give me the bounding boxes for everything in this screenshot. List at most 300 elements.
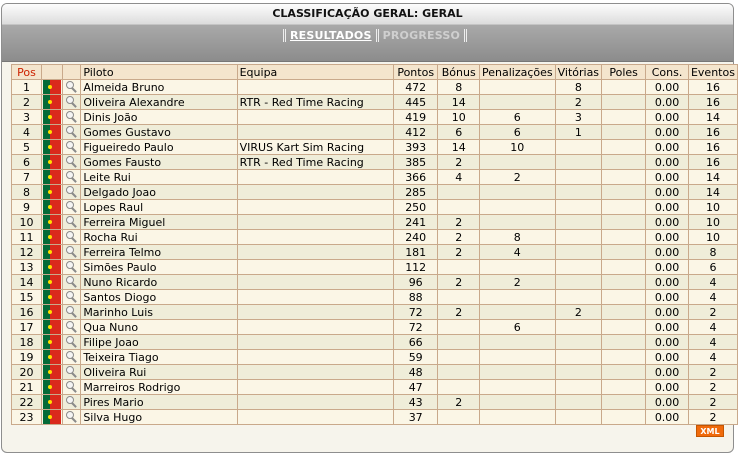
magnifier-icon[interactable] (63, 155, 79, 169)
magnifier-icon[interactable] (63, 380, 79, 394)
cell-piloto: Silva Hugo (81, 410, 237, 425)
cell-pos: 22 (12, 395, 42, 410)
cell-details[interactable] (62, 185, 81, 200)
cell-bonus (438, 260, 480, 275)
cell-pontos: 445 (393, 95, 438, 110)
cell-penalizacoes: 10 (479, 140, 555, 155)
cell-flag (41, 290, 62, 305)
cell-piloto: Pires Mario (81, 395, 237, 410)
cell-poles (602, 395, 646, 410)
col-header-bonus[interactable]: Bónus (438, 65, 480, 80)
cell-poles (602, 365, 646, 380)
cell-cons: 0.00 (646, 170, 689, 185)
cell-cons: 0.00 (646, 125, 689, 140)
cell-eventos: 16 (688, 155, 737, 170)
cell-equipa (237, 365, 393, 380)
portugal-flag-icon (43, 395, 61, 409)
cell-poles (602, 230, 646, 245)
col-header-details (62, 65, 81, 80)
cell-piloto: Oliveira Alexandre (81, 95, 237, 110)
cell-flag (41, 335, 62, 350)
magnifier-icon[interactable] (63, 170, 79, 184)
cell-equipa (237, 200, 393, 215)
cell-bonus: 10 (438, 110, 480, 125)
cell-eventos: 10 (688, 215, 737, 230)
cell-poles (602, 215, 646, 230)
cell-penalizacoes (479, 365, 555, 380)
cell-details[interactable] (62, 140, 81, 155)
cell-details[interactable] (62, 230, 81, 245)
cell-equipa (237, 185, 393, 200)
cell-equipa (237, 320, 393, 335)
cell-details[interactable] (62, 125, 81, 140)
cell-pontos: 250 (393, 200, 438, 215)
table-row (12, 365, 738, 380)
cell-bonus (438, 380, 480, 395)
cell-eventos: 4 (688, 350, 737, 365)
cell-cons: 0.00 (646, 320, 689, 335)
magnifier-icon[interactable] (63, 320, 79, 334)
cell-bonus: 2 (438, 245, 480, 260)
cell-pos: 13 (12, 260, 42, 275)
tab-separator (283, 29, 286, 42)
cell-poles (602, 305, 646, 320)
cell-penalizacoes (479, 185, 555, 200)
cell-eventos: 14 (688, 170, 737, 185)
cell-bonus: 6 (438, 125, 480, 140)
cell-flag (41, 380, 62, 395)
cell-pontos: 412 (393, 125, 438, 140)
cell-vitorias (555, 275, 601, 290)
cell-piloto: Gomes Fausto (81, 155, 237, 170)
cell-equipa: RTR - Red Time Racing (237, 95, 393, 110)
portugal-flag-icon (43, 215, 61, 229)
cell-equipa (237, 245, 393, 260)
magnifier-icon[interactable] (63, 260, 79, 274)
cell-eventos: 10 (688, 230, 737, 245)
cell-flag (41, 215, 62, 230)
cell-bonus: 14 (438, 140, 480, 155)
cell-penalizacoes (479, 305, 555, 320)
cell-penalizacoes (479, 80, 555, 95)
cell-equipa (237, 125, 393, 140)
cell-pos: 23 (12, 410, 42, 425)
cell-piloto: Almeida Bruno (81, 80, 237, 95)
cell-bonus: 2 (438, 395, 480, 410)
cell-poles (602, 290, 646, 305)
cell-pontos: 112 (393, 260, 438, 275)
table-row (12, 350, 738, 365)
cell-eventos: 8 (688, 245, 737, 260)
cell-details[interactable] (62, 350, 81, 365)
cell-vitorias (555, 290, 601, 305)
table-row (12, 230, 738, 245)
cell-poles (602, 350, 646, 365)
cell-poles (602, 245, 646, 260)
cell-details[interactable] (62, 335, 81, 350)
cell-bonus (438, 320, 480, 335)
cell-flag (41, 410, 62, 425)
table-row (12, 200, 738, 215)
cell-piloto: Marreiros Rodrigo (81, 380, 237, 395)
cell-vitorias: 2 (555, 305, 601, 320)
cell-pontos: 393 (393, 140, 438, 155)
magnifier-icon[interactable] (63, 215, 79, 229)
cell-flag (41, 230, 62, 245)
cell-bonus (438, 335, 480, 350)
table-row (12, 80, 738, 95)
cell-flag (41, 305, 62, 320)
cell-vitorias (555, 260, 601, 275)
cell-flag (41, 365, 62, 380)
cell-cons: 0.00 (646, 275, 689, 290)
cell-details[interactable] (62, 365, 81, 380)
cell-vitorias (555, 320, 601, 335)
cell-cons: 0.00 (646, 200, 689, 215)
cell-pontos: 43 (393, 395, 438, 410)
cell-eventos: 4 (688, 290, 737, 305)
cell-pos: 15 (12, 290, 42, 305)
table-row (12, 185, 738, 200)
table-row (12, 140, 738, 155)
cell-details[interactable] (62, 305, 81, 320)
cell-details[interactable] (62, 245, 81, 260)
cell-cons: 0.00 (646, 215, 689, 230)
cell-penalizacoes: 6 (479, 320, 555, 335)
portugal-flag-icon (43, 80, 61, 94)
magnifier-icon[interactable] (63, 245, 79, 259)
cell-vitorias (555, 410, 601, 425)
cell-penalizacoes: 8 (479, 230, 555, 245)
portugal-flag-icon (43, 350, 61, 364)
magnifier-icon[interactable] (63, 140, 79, 154)
cell-pos: 10 (12, 215, 42, 230)
cell-details[interactable] (62, 170, 81, 185)
cell-vitorias (555, 230, 601, 245)
cell-pontos: 285 (393, 185, 438, 200)
cell-piloto: Ferreira Miguel (81, 215, 237, 230)
cell-vitorias (555, 395, 601, 410)
table-row (12, 290, 738, 305)
cell-bonus (438, 290, 480, 305)
magnifier-icon[interactable] (63, 110, 79, 124)
cell-details[interactable] (62, 320, 81, 335)
table-row (12, 320, 738, 335)
table-header-row (12, 65, 738, 80)
cell-cons: 0.00 (646, 260, 689, 275)
cell-bonus: 2 (438, 215, 480, 230)
cell-poles (602, 260, 646, 275)
table-row (12, 215, 738, 230)
magnifier-icon[interactable] (63, 230, 79, 244)
cell-penalizacoes (479, 155, 555, 170)
magnifier-icon[interactable] (63, 95, 79, 109)
cell-vitorias: 8 (555, 80, 601, 95)
cell-equipa (237, 410, 393, 425)
magnifier-icon[interactable] (63, 275, 79, 289)
tab-progresso[interactable]: PROGRESSO (382, 29, 461, 42)
magnifier-icon[interactable] (63, 410, 79, 424)
cell-poles (602, 185, 646, 200)
cell-vitorias (555, 185, 601, 200)
cell-pos: 4 (12, 125, 42, 140)
cell-eventos: 4 (688, 320, 737, 335)
cell-pontos: 72 (393, 320, 438, 335)
cell-bonus: 2 (438, 230, 480, 245)
cell-pontos: 37 (393, 410, 438, 425)
col-header-penalizacoes[interactable]: Penalizações (479, 65, 555, 80)
cell-cons: 0.00 (646, 350, 689, 365)
magnifier-icon[interactable] (63, 335, 79, 349)
tabs (281, 28, 469, 43)
magnifier-icon[interactable] (63, 365, 79, 379)
cell-pontos: 241 (393, 215, 438, 230)
cell-poles (602, 320, 646, 335)
cell-piloto: Teixeira Tiago (81, 350, 237, 365)
magnifier-icon[interactable] (63, 305, 79, 319)
cell-cons: 0.00 (646, 290, 689, 305)
cell-penalizacoes (479, 380, 555, 395)
cell-flag (41, 320, 62, 335)
cell-piloto: Delgado Joao (81, 185, 237, 200)
cell-equipa (237, 80, 393, 95)
cell-details[interactable] (62, 410, 81, 425)
cell-flag (41, 140, 62, 155)
cell-flag (41, 125, 62, 140)
cell-cons: 0.00 (646, 155, 689, 170)
tab-resultados[interactable]: RESULTADOS (290, 29, 372, 42)
cell-details[interactable] (62, 290, 81, 305)
cell-poles (602, 200, 646, 215)
cell-eventos: 2 (688, 395, 737, 410)
cell-cons: 0.00 (646, 230, 689, 245)
cell-equipa: RTR - Red Time Racing (237, 155, 393, 170)
cell-pontos: 66 (393, 335, 438, 350)
cell-details[interactable] (62, 260, 81, 275)
cell-pos: 3 (12, 110, 42, 125)
cell-details[interactable] (62, 95, 81, 110)
col-header-cons[interactable]: Cons. (646, 65, 689, 80)
cell-details[interactable] (62, 395, 81, 410)
cell-pos: 16 (12, 305, 42, 320)
cell-pontos: 240 (393, 230, 438, 245)
cell-pos: 8 (12, 185, 42, 200)
portugal-flag-icon (43, 95, 61, 109)
cell-poles (602, 110, 646, 125)
portugal-flag-icon (43, 365, 61, 379)
cell-penalizacoes: 2 (479, 275, 555, 290)
portugal-flag-icon (43, 380, 61, 394)
cell-eventos: 4 (688, 335, 737, 350)
cell-eventos: 14 (688, 110, 737, 125)
portugal-flag-icon (43, 185, 61, 199)
cell-penalizacoes (479, 410, 555, 425)
cell-penalizacoes (479, 215, 555, 230)
table-row (12, 380, 738, 395)
cell-penalizacoes: 4 (479, 245, 555, 260)
cell-penalizacoes (479, 200, 555, 215)
page-title: CLASSIFICAÇÃO GERAL: GERAL (2, 4, 733, 25)
cell-equipa (237, 335, 393, 350)
cell-flag (41, 395, 62, 410)
cell-penalizacoes (479, 350, 555, 365)
cell-piloto: Leite Rui (81, 170, 237, 185)
table-row (12, 305, 738, 320)
cell-poles (602, 170, 646, 185)
col-header-piloto[interactable]: Piloto (81, 65, 237, 80)
cell-bonus: 2 (438, 275, 480, 290)
cell-flag (41, 245, 62, 260)
cell-pontos: 181 (393, 245, 438, 260)
cell-poles (602, 335, 646, 350)
cell-cons: 0.00 (646, 305, 689, 320)
table-row (12, 170, 738, 185)
tab-separator (464, 29, 467, 42)
magnifier-icon[interactable] (63, 350, 79, 364)
table-row (12, 110, 738, 125)
cell-penalizacoes (479, 290, 555, 305)
cell-flag (41, 155, 62, 170)
col-header-equipa[interactable]: Equipa (237, 65, 393, 80)
cell-poles (602, 140, 646, 155)
table-row (12, 395, 738, 410)
table-row (12, 275, 738, 290)
results-container (11, 64, 738, 425)
cell-equipa (237, 290, 393, 305)
cell-details[interactable] (62, 200, 81, 215)
portugal-flag-icon (43, 140, 61, 154)
cell-eventos: 2 (688, 410, 737, 425)
cell-flag (41, 170, 62, 185)
magnifier-icon[interactable] (63, 185, 79, 199)
cell-eventos: 16 (688, 80, 737, 95)
cell-equipa (237, 260, 393, 275)
magnifier-icon[interactable] (63, 290, 79, 304)
table-row (12, 125, 738, 140)
table-row (12, 410, 738, 425)
cell-equipa (237, 275, 393, 290)
cell-cons: 0.00 (646, 95, 689, 110)
magnifier-icon[interactable] (63, 200, 79, 214)
cell-piloto: Rocha Rui (81, 230, 237, 245)
table-row (12, 335, 738, 350)
cell-piloto: Filipe Joao (81, 335, 237, 350)
cell-pontos: 47 (393, 380, 438, 395)
cell-bonus: 14 (438, 95, 480, 110)
cell-vitorias (555, 245, 601, 260)
table-row (12, 245, 738, 260)
cell-piloto: Marinho Luis (81, 305, 237, 320)
cell-pos: 5 (12, 140, 42, 155)
table-row (12, 95, 738, 110)
cell-pontos: 59 (393, 350, 438, 365)
portugal-flag-icon (43, 155, 61, 169)
cell-penalizacoes: 6 (479, 125, 555, 140)
cell-bonus: 4 (438, 170, 480, 185)
cell-details[interactable] (62, 275, 81, 290)
cell-vitorias (555, 365, 601, 380)
col-header-poles[interactable]: Poles (602, 65, 646, 80)
portugal-flag-icon (43, 200, 61, 214)
cell-pos: 9 (12, 200, 42, 215)
portugal-flag-icon (43, 410, 61, 424)
cell-details[interactable] (62, 80, 81, 95)
cell-vitorias (555, 215, 601, 230)
cell-piloto: Lopes Raul (81, 200, 237, 215)
cell-eventos: 6 (688, 260, 737, 275)
cell-flag (41, 185, 62, 200)
portugal-flag-icon (43, 335, 61, 349)
cell-details[interactable] (62, 155, 81, 170)
cell-cons: 0.00 (646, 395, 689, 410)
cell-vitorias (555, 200, 601, 215)
results-body (12, 80, 738, 425)
cell-eventos: 2 (688, 365, 737, 380)
cell-details[interactable] (62, 110, 81, 125)
cell-pos: 12 (12, 245, 42, 260)
cell-bonus (438, 410, 480, 425)
col-header-vitorias[interactable]: Vitórias (555, 65, 601, 80)
results-table (11, 64, 738, 425)
cell-eventos: 10 (688, 200, 737, 215)
cell-pontos: 72 (393, 305, 438, 320)
cell-eventos: 16 (688, 125, 737, 140)
cell-flag (41, 95, 62, 110)
cell-pos: 2 (12, 95, 42, 110)
portugal-flag-icon (43, 170, 61, 184)
cell-pos: 7 (12, 170, 42, 185)
cell-details[interactable] (62, 215, 81, 230)
col-header-flag (41, 65, 62, 80)
portugal-flag-icon (43, 290, 61, 304)
col-header-eventos[interactable]: Eventos (688, 65, 737, 80)
cell-vitorias (555, 335, 601, 350)
cell-poles (602, 155, 646, 170)
xml-export-button[interactable]: XML (696, 425, 724, 437)
magnifier-icon[interactable] (63, 125, 79, 139)
cell-cons: 0.00 (646, 140, 689, 155)
cell-vitorias: 2 (555, 95, 601, 110)
portugal-flag-icon (43, 260, 61, 274)
cell-pontos: 88 (393, 290, 438, 305)
cell-pontos: 385 (393, 155, 438, 170)
portugal-flag-icon (43, 245, 61, 259)
cell-flag (41, 350, 62, 365)
cell-pontos: 366 (393, 170, 438, 185)
cell-eventos: 14 (688, 185, 737, 200)
cell-equipa (237, 230, 393, 245)
cell-details[interactable] (62, 380, 81, 395)
cell-cons: 0.00 (646, 335, 689, 350)
cell-equipa (237, 395, 393, 410)
cell-penalizacoes: 2 (479, 170, 555, 185)
magnifier-icon[interactable] (63, 80, 79, 94)
cell-equipa (237, 380, 393, 395)
portugal-flag-icon (43, 275, 61, 289)
col-header-pontos[interactable]: Pontos (393, 65, 438, 80)
tab-separator (376, 29, 379, 42)
magnifier-icon[interactable] (63, 395, 79, 409)
cell-poles (602, 410, 646, 425)
cell-poles (602, 380, 646, 395)
cell-piloto: Simões Paulo (81, 260, 237, 275)
col-header-pos[interactable]: Pos (12, 65, 42, 80)
cell-bonus (438, 200, 480, 215)
cell-poles (602, 275, 646, 290)
cell-piloto: Nuno Ricardo (81, 275, 237, 290)
cell-pos: 18 (12, 335, 42, 350)
cell-poles (602, 125, 646, 140)
